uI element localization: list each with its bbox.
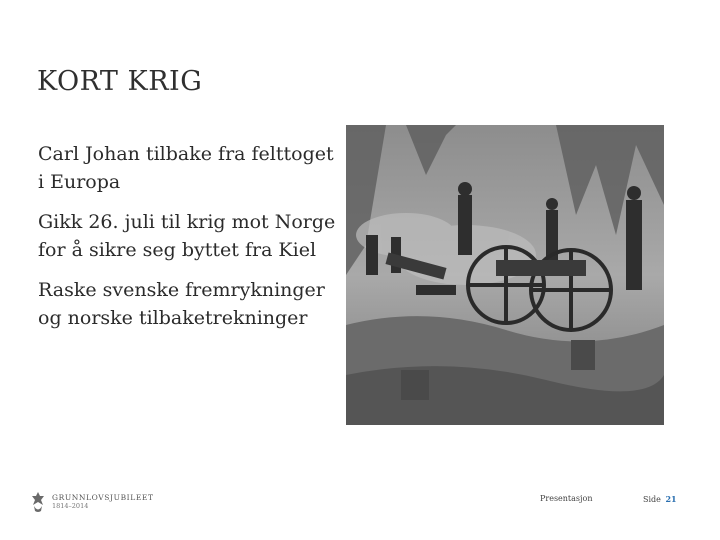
bullet-item: Carl Johan tilbake fra felttoget i Europa	[38, 143, 334, 193]
bullet-item: Gikk 26. juli til krig mot Norge for å sikre seg byttet fra Kiel	[38, 211, 336, 261]
footer-page-indicator	[643, 494, 677, 504]
logo-emblem-icon	[30, 491, 46, 513]
battle-illustration	[346, 125, 664, 425]
page-label: Side	[643, 495, 661, 504]
footer-presentation-label: Presentasjon	[540, 494, 593, 503]
bullet-list	[38, 140, 338, 344]
logo-years: 1814–2014	[52, 502, 89, 510]
logo-name: GRUNNLOVSJUBILEET	[52, 493, 154, 502]
footer-logo	[30, 490, 154, 514]
page-number: 21	[665, 494, 677, 504]
slide-title: KORT KRIG	[37, 66, 203, 97]
bullet-item: Raske svenske fremrykninger og norske tilbaketrekninger	[38, 279, 325, 329]
